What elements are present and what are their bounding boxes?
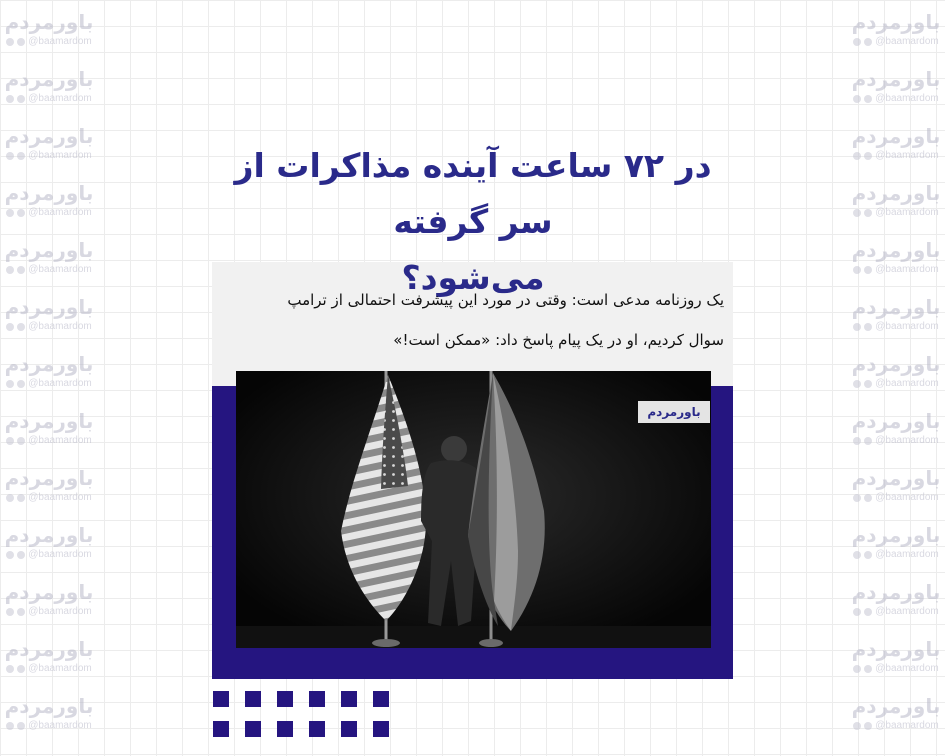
telegram-icon [17,722,25,730]
watermark-handle: @baamardom [847,663,945,674]
watermark-handle: @baamardom [847,492,945,503]
watermark-logo: باورمردم [4,67,94,91]
telegram-icon [864,209,872,217]
instagram-icon [6,551,14,559]
subtitle-line-1: یک روزنامه مدعی است: وقتی در مورد این پیشرفت احتمالی از ترامپ [287,291,724,309]
instagram-icon [6,494,14,502]
instagram-icon [6,323,14,331]
telegram-icon [17,608,25,616]
watermark-logo: باورمردم [4,124,94,148]
watermark-logo: باورمردم [851,580,941,604]
watermark-logo: باورمردم [4,637,94,661]
instagram-icon [6,380,14,388]
watermark-logo: باورمردم [851,67,941,91]
watermark-logo: باورمردم [4,352,94,376]
dot [245,691,261,707]
instagram-icon [6,608,14,616]
watermark-logo: باورمردم [4,238,94,262]
watermark-item [0,684,98,741]
watermark-handle: @baamardom [847,321,945,332]
watermark-logo: باورمردم [851,409,941,433]
telegram-icon [864,380,872,388]
watermark-item [0,627,98,684]
watermark-handle: @baamardom [847,435,945,446]
watermark-logo: باورمردم [851,238,941,262]
watermark-item [0,114,98,171]
instagram-icon [853,95,861,103]
instagram-icon [6,665,14,673]
telegram-icon [864,494,872,502]
watermark-item [847,285,945,342]
watermark-item [847,456,945,513]
decorative-dots [213,691,389,737]
watermark-handle: @baamardom [847,93,945,104]
watermark-logo: باورمردم [4,181,94,205]
watermark-handle: @baamardom [0,606,98,617]
watermark-item [0,285,98,342]
watermark-handle: @baamardom [0,492,98,503]
watermark-item [0,0,98,57]
telegram-icon [17,95,25,103]
watermark-logo: باورمردم [851,523,941,547]
dot [309,721,325,737]
instagram-icon [6,266,14,274]
subtitle-text [222,280,724,360]
watermark-logo: باورمردم [851,181,941,205]
telegram-icon [864,266,872,274]
instagram-icon [853,551,861,559]
watermark-item [847,342,945,399]
watermark-logo: باورمردم [851,10,941,34]
watermark-item [847,513,945,570]
telegram-icon [17,380,25,388]
watermark-handle: @baamardom [0,93,98,104]
watermark-item [0,57,98,114]
telegram-icon [864,608,872,616]
dot [245,721,261,737]
watermark-handle: @baamardom [0,36,98,47]
watermark-logo: باورمردم [4,523,94,547]
telegram-icon [864,38,872,46]
dot [373,691,389,707]
headline-line-1: در ۷۲ ساعت آینده مذاکرات از سر گرفته [234,146,712,241]
watermark-item [847,399,945,456]
watermark-column-left [0,0,98,756]
telegram-icon [864,665,872,673]
telegram-icon [17,323,25,331]
watermark-logo: باورمردم [4,409,94,433]
dot [277,721,293,737]
telegram-icon [17,665,25,673]
watermark-handle: @baamardom [847,378,945,389]
watermark-item [847,228,945,285]
watermark-logo: باورمردم [4,580,94,604]
watermark-handle: @baamardom [847,150,945,161]
photo-logo-badge: باورمردم [638,401,710,423]
watermark-handle: @baamardom [0,435,98,446]
watermark-handle: @baamardom [847,207,945,218]
watermark-logo: باورمردم [4,466,94,490]
watermark-item [0,513,98,570]
telegram-icon [17,209,25,217]
watermark-item [847,57,945,114]
instagram-icon [853,152,861,160]
telegram-icon [864,95,872,103]
dot [341,691,357,707]
instagram-icon [853,437,861,445]
dot [373,721,389,737]
telegram-icon [17,152,25,160]
watermark-handle: @baamardom [847,606,945,617]
watermark-logo: باورمردم [851,466,941,490]
watermark-logo: باورمردم [851,295,941,319]
instagram-icon [853,380,861,388]
instagram-icon [853,38,861,46]
telegram-icon [17,437,25,445]
dot [213,691,229,707]
news-photo [236,371,711,648]
watermark-logo: باورمردم [4,694,94,718]
watermark-item [0,228,98,285]
instagram-icon [6,95,14,103]
watermark-item [847,684,945,741]
watermark-logo: باورمردم [4,295,94,319]
instagram-icon [6,209,14,217]
telegram-icon [864,722,872,730]
watermark-item [0,342,98,399]
telegram-icon [17,494,25,502]
watermark-handle: @baamardom [0,378,98,389]
watermark-item [847,570,945,627]
watermark-item [0,171,98,228]
watermark-column-right [847,0,945,756]
watermark-logo: باورمردم [851,637,941,661]
dot [213,721,229,737]
watermark-handle: @baamardom [0,549,98,560]
watermark-handle: @baamardom [0,321,98,332]
telegram-icon [864,323,872,331]
instagram-icon [853,722,861,730]
telegram-icon [864,551,872,559]
watermark-handle: @baamardom [0,663,98,674]
telegram-icon [864,437,872,445]
watermark-handle: @baamardom [847,36,945,47]
watermark-item [847,171,945,228]
watermark-handle: @baamardom [0,720,98,731]
instagram-icon [6,437,14,445]
watermark-item [0,399,98,456]
watermark-item [0,456,98,513]
dot [309,691,325,707]
watermark-handle: @baamardom [0,150,98,161]
watermark-handle: @baamardom [0,207,98,218]
instagram-icon [853,608,861,616]
watermark-logo: باورمردم [851,124,941,148]
watermark-handle: @baamardom [847,549,945,560]
instagram-icon [853,323,861,331]
watermark-item [0,570,98,627]
watermark-item [847,627,945,684]
dot [277,691,293,707]
instagram-icon [853,494,861,502]
instagram-icon [853,209,861,217]
telegram-icon [864,152,872,160]
subtitle-line-2: سوال کردیم، او در یک پیام پاسخ داد: «ممکن است!» [393,331,724,349]
watermark-handle: @baamardom [847,720,945,731]
telegram-icon [17,38,25,46]
instagram-icon [853,266,861,274]
watermark-item [847,0,945,57]
instagram-icon [6,152,14,160]
instagram-icon [853,665,861,673]
watermark-item [847,114,945,171]
headline-line-2: می‌شود؟ [401,258,545,297]
watermark-logo: باورمردم [851,694,941,718]
instagram-icon [6,38,14,46]
watermark-logo: باورمردم [4,10,94,34]
watermark-handle: @baamardom [0,264,98,275]
watermark-logo: باورمردم [851,352,941,376]
dot [341,721,357,737]
watermark-handle: @baamardom [847,264,945,275]
telegram-icon [17,266,25,274]
instagram-icon [6,722,14,730]
telegram-icon [17,551,25,559]
